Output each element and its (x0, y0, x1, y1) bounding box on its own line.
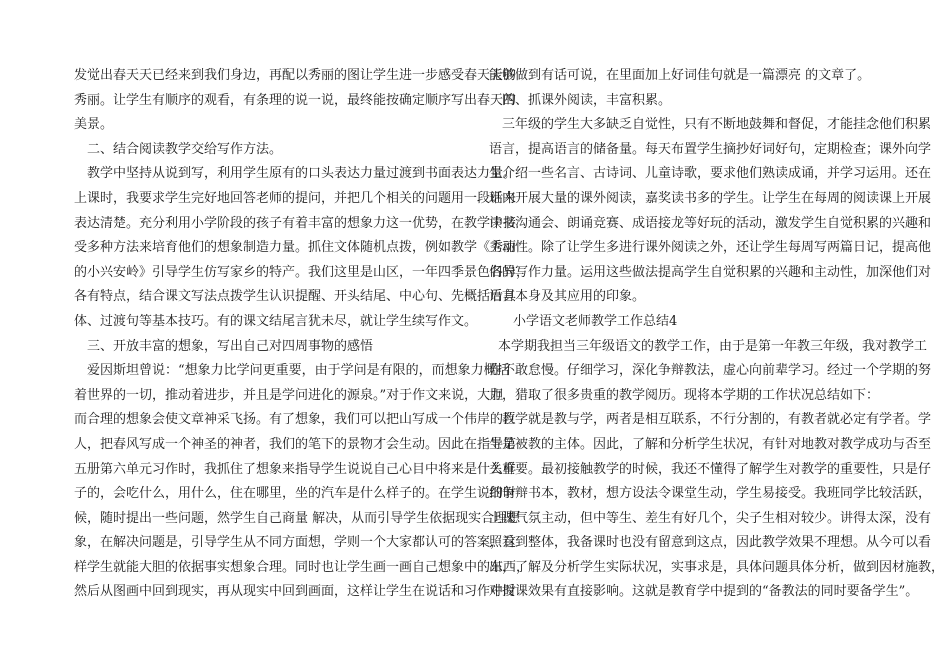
text-line: 读书沟通会、朗诵竞赛、成语接龙等好玩的活动，激发学生自觉积累的兴趣和 (489, 215, 932, 231)
text-line: 教学就是教与学，两者是相互联系，不行分割的，有教者就必定有学者。学 (502, 412, 932, 428)
right-text-column (489, 64, 945, 605)
text-line: 二、结合阅读教学交给写作方法。 (87, 141, 283, 157)
text-line: 象，在解决问题是，引导学生从不同方面想，学则一个大家都认可的答案，这 (74, 535, 517, 551)
text-line: 美景。 (74, 117, 114, 133)
text-line: 力，猎取了很多贵重的教学阅历。现将本学期的工作状况总结如下： (489, 387, 880, 403)
text-line: 发觉出春天天已经来到我们身边，再配以秀丽的图让学生进一步感受春天天的 (74, 68, 517, 83)
text-line: 对授课效果有直接影响。这就是教育学中提到的“备教法的同时要备学生”。 (489, 584, 919, 600)
text-line: 受多种方法来培育他们的想象制造力量。抓住文体随机点拨，例如教学《秀丽 (74, 240, 517, 256)
text-line: 们的写作力量。运用这些做法提高学生自觉积累的兴趣和主动性，加深他们对 (489, 264, 932, 280)
text-line: 爱因斯坦曾说：“想象力比学问更重要，由于学问是有限的，而想象力概括 (87, 363, 510, 379)
text-line: 照看到整体，我备课时也没有留意到这点，因此教学效果不理想。从今可以看 (489, 535, 932, 551)
text-line: 样学生就能大胆的依据事实想象合理。同时也让学生画一画自己想象中的东西， (74, 559, 530, 575)
text-line: 教学中坚持从说到写，利用学生原有的口头表达力量过渡到书面表达力量。 (87, 166, 517, 182)
text-line: 而合理的想象会使文章神采飞扬。有了想象，我们可以把山写成一个伟岸的巨 (74, 412, 517, 428)
text-line: 候，随时提出一些问题，然学生自己商量 解决，从而引导学生依据现实合理想 (74, 510, 521, 526)
text-line: 生是被教的主体。因此，了解和分析学生状况，有针对地教对教学成功与否至 (489, 436, 932, 452)
text-line: 班内开展大量的课外阅读，嘉奖读书多的学生。让学生在每周的阅读课上开展 (489, 190, 932, 206)
text-line: 表达清楚。充分利用小学阶段的孩子有着丰富的想象力这一优势，在教学中接 (74, 215, 517, 231)
text-line: 作不敢怠慢。仔细学习，深化争辩教法，虚心向前辈学习。经过一个学期的努 (489, 363, 932, 379)
text-line: 上课时，我要求学生完好地回答老师的提问，并把几个相关的问题用一段话来 (74, 190, 517, 206)
text-line: 出，了解及分析学生实际状况，实事求是，具体问题具体分析，做到因材施教， (489, 559, 945, 575)
text-line: 关重要。最初接触教学的时候，我还不懂得了解学生对教学的重要性，只是仔 (489, 461, 932, 477)
text-line: 然后从图画中回到现实，再从现实中回到画面，这样让学生在说话和习作中时 (74, 584, 517, 600)
text-line: 五册第六单元习作时，我抓住了想象来指导学生说说自己心目中将来是什么样 (74, 461, 517, 477)
text-line: 三年级的学生大多缺乏自觉性，只有不断地鼓舞和督促，才能挂念他们积累 (502, 117, 932, 133)
text-line: 三、开放丰富的想象，写出自己对四周事物的感悟 (87, 338, 374, 354)
text-line: 语言本身及其应用的印象。 (489, 289, 646, 305)
text-line: 体、过渡句等基本技巧。有的课文结尾言犹未尽，就让学生续写作文。 (74, 313, 478, 329)
text-line: 语言，提高语言的储备量。每天布置学生摘抄好词好句，定期检查；课外向学 (489, 141, 932, 157)
text-line: 生介绍一些名言、古诗词、儿童诗歌，要求他们熟读成诵，并学习运用。还在 (489, 166, 932, 182)
text-line: 着世界的一切，推动着进步，并且是学问进化的源泉。”对于作文来说，大胆 (74, 387, 504, 403)
text-line: 细争辩书本，教材，想方设法令课堂生动，学生易接受。我班同学比较活跃， (489, 486, 932, 502)
left-text-column (74, 64, 530, 605)
text-line: 主动性。除了让学生多进行课外阅读之外，还让学生每周写两篇日记，提高他 (489, 240, 932, 256)
text-line: 秀丽。让学生有顺序的观看，有条理的说一说，最终能按确定顺序写出春天的 (74, 92, 517, 108)
text-line: 人，把春风写成一个神圣的神者，我们的笔下的景物才会生动。因此在指导第 (74, 436, 517, 452)
text-line: 各有特点，结合课文写法点拨学生认识提醒、开头结尾、中心句、先概括后具 (74, 289, 517, 305)
text-line: 四、抓课外阅读，丰富积累。 (502, 92, 672, 108)
text-line: 的小兴安岭》引导学生仿写家乡的特产。我们这里是山区，一年四季景色各异， (74, 264, 530, 280)
text-line: 本学期我担当三年级语文的教学工作，由于是第一年教三年级，我对教学工 (498, 338, 928, 354)
text-line: 能够做到有话可说，在里面加上好词佳句就是一篇漂亮 的文章了。 (489, 68, 871, 83)
text-line: 子的，会吃什么，用什么，住在哪里，坐的汽车是什么样子的。在学生说的时 (74, 486, 517, 502)
text-line: 上课气氛主动，但中等生、差生有好几个，尖子生相对较少。讲得太深，没有 (489, 510, 932, 526)
section-heading: 小学语文老师教学工作总结4 (513, 313, 678, 329)
